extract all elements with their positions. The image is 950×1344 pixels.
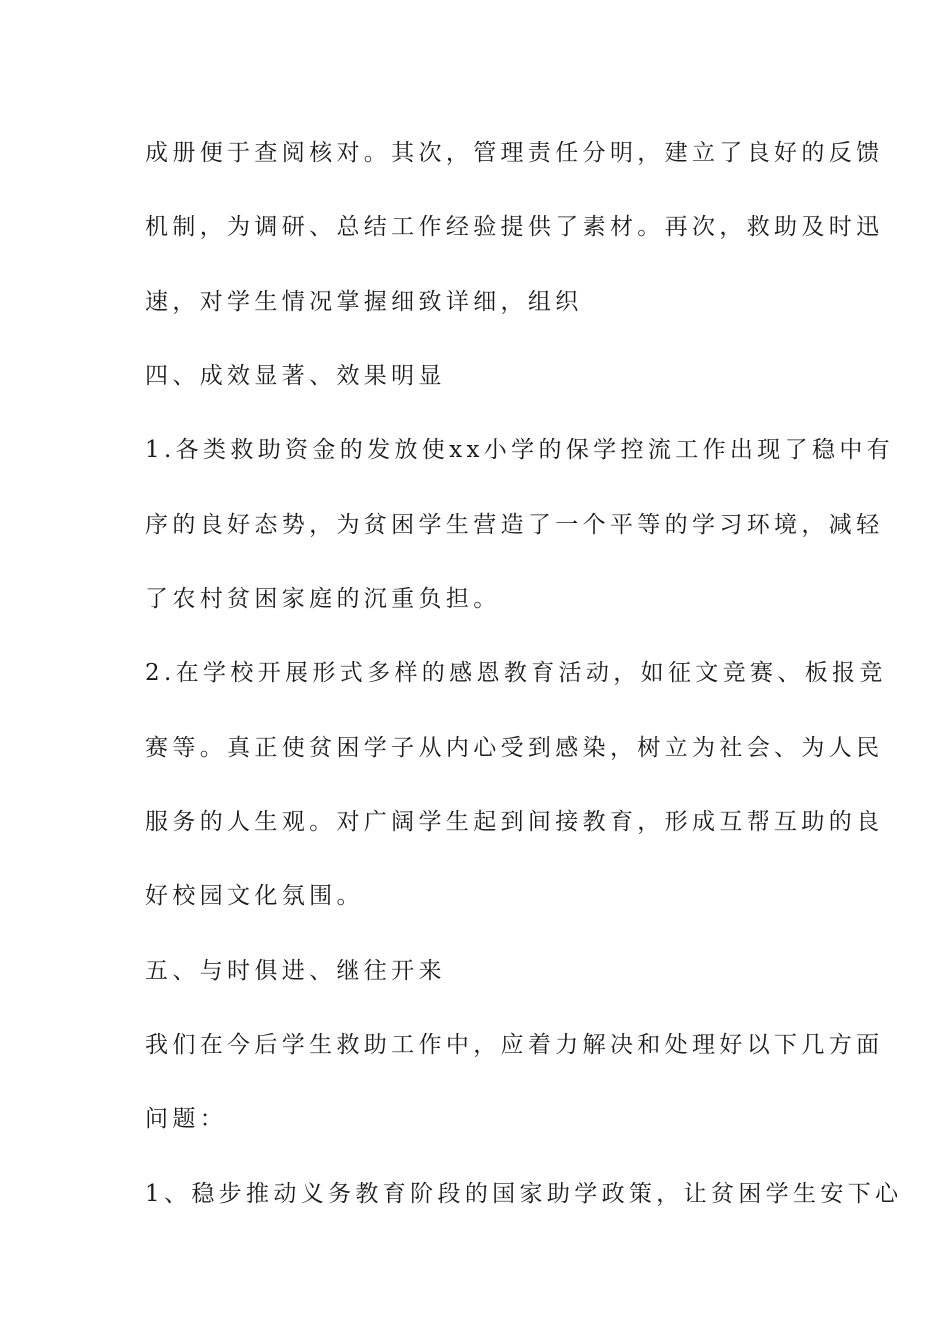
body-text-line: 了农村贫困家庭的沉重负担。 [145,586,501,612]
body-text-line: 1.各类救助资金的发放使xx小学的保学控流工作出现了稳中有 [145,437,895,463]
body-text-line: 我们在今后学生救助工作中，应着力解决和处理好以下几方面 [145,1032,884,1058]
body-text-line: 速，对学生情况掌握细致详细，组织 [145,289,583,315]
body-text-line: 1、稳步推动义务教育阶段的国家助学政策，让贫困学生安下心 [145,1181,903,1207]
body-text-line: 问题： [145,1106,228,1132]
body-text-line: 2.在学校开展形式多样的感恩教育活动，如征文竞赛、板报竞 [145,660,887,686]
section-heading: 五、与时俱进、继往开来 [145,958,446,984]
body-text-line: 服务的人生观。对广阔学生起到间接教育，形成互帮互助的良 [145,809,884,835]
body-text-line: 机制，为调研、总结工作经验提供了素材。再次，救助及时迅 [145,214,884,240]
section-heading: 四、成效显著、效果明显 [145,363,446,389]
body-text-line: 序的良好态势，为贫困学生营造了一个平等的学习环境，减轻 [145,512,884,538]
body-text-line: 好校园文化氛围。 [145,883,364,909]
body-text-line: 赛等。真正使贫困学子从内心受到感染，树立为社会、为人民 [145,735,884,761]
body-text-line: 成册便于查阅核对。其次，管理责任分明，建立了良好的反馈 [145,140,884,166]
